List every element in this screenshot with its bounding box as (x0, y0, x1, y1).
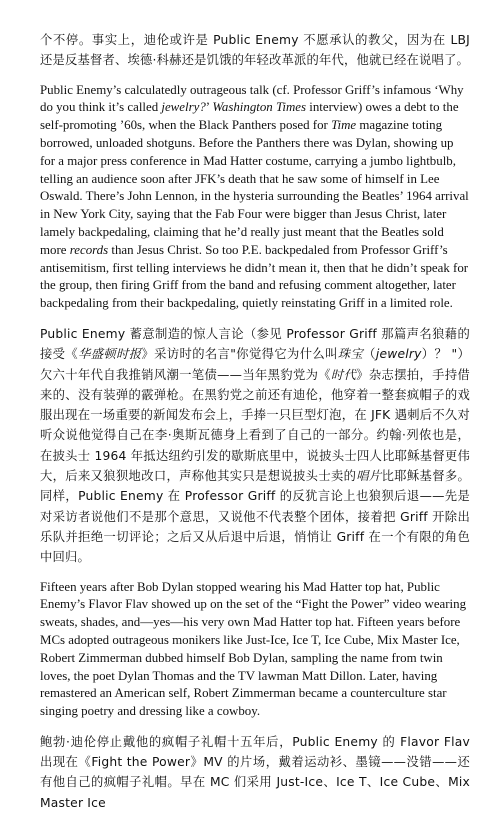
document-page (40, 30, 470, 824)
text-segment: magazine toting borrowed, unloaded shotguns. Before the Panthers there was Dylan, showing up for a major press conference in Mad Hatter costume, carrying a jumbo lightbulb, telling an audience soon after JFK’s death that he saw some of himself in Lee Oswald. There’s John Lennon, in the hysteria surrounding the Beatles’ 1964 arrival in New York City, saying that the Fab Four were bigger than Jesus Christ, later lamely backpedaling, claiming that he’d really just meant that the Beatles sold more (40, 118, 469, 257)
text-segment: 》采访时的名言"你觉得它为什么叫 (141, 347, 338, 362)
text-segment: than Jesus Christ. So too P.E. backpedaled from Professor Griff’s antisemitism, first telling interviews he didn’t mean it, then that he didn’t speak for the group, then firing Griff from the band and refusing comment altogether, later backpedaling from their backpedaling, quietly reinstating Griff in a limited role. (40, 242, 469, 311)
italic-segment: 时代 (330, 367, 357, 382)
italic-segment: Time (331, 118, 357, 133)
text-segment: 比耶稣基督多。同样，Public Enemy 在 Professor Griff 的反犹言论上也狼狈后退——先是对采访者说他们不是那个意思，又说他不代表整个团体，接着把 Griff 开除出乐队并拒绝一切评论；之后又从后退中后退，悄悄让 Griff 在一个有限的角色中回归。 (40, 469, 470, 565)
text-segment: 鲍勃·迪伦停止戴他的疯帽子礼帽十五年后，Public Enemy 的 Flavor Flav 出现在《Fight the Power》MV 的片场，戴着运动衫、墨镜——没错——还有他自己的疯帽子礼帽。早在 MC 们采用 Just-Ice、Ice T、Ice Cube、Mix Master Ice (40, 734, 470, 810)
paragraph-en-1 (40, 82, 470, 313)
text-segment: Public Enemy’s calculatedly outrageous talk (cf. Professor Griff’s infamous ‘Why do you think it’s called (40, 82, 464, 115)
text-segment: 》杂志摆拍，手持借来的、没有装弹的霰弹枪。在黑豹党之前还有迪伦，他穿着一整套疯帽子的戏服出现在一场重要的新闻发布会上，手捧一只巨型灯泡，在 JFK 遇刺后不久对听众说他觉得自己在李·奥斯瓦德身上看到了自己的一部分。约翰·列侬也是，在披头士 1964 年抵达纽约引发的歇斯底里中，说披头士四人比耶稣基督更伟大，后来又狼狈地改口，声称他其实只是想说披头士卖的 (40, 367, 470, 484)
text-segment: Fifteen years after Bob Dylan stopped wearing his Mad Hatter top hat, Public Enemy’s Flavor Flav showed up on the set of the “Fight the Power” video wearing sweats, shades, and—yes—his very own Mad Hatter top hat. Fifteen years before MCs adopted outrageous monikers like Just-Ice, Ice T, Ice Cube, Mix Master Ice, Robert Zimmerman dubbed himself Bob Dylan, sampling the name from twin loves, the poet Dylan Thomas and the TV lawman Matt Dillon. Later, having remastered an American self, Robert Zimmerman became a counterculture star singing poetry and dressing like a cowboy. (40, 579, 467, 719)
paragraph-zh-3 (40, 732, 470, 813)
text-segment: ）？ "）欠六十年代自我推销风潮一笔债——当年黑豹党为《 (40, 347, 470, 382)
text-segment: 个不停。事实上，迪伦或许是 Public Enemy 不愿承认的教父，因为在 LBJ 还是反基督者、埃德·科赫还是饥饿的年轻改革派的年代，他就已经在说唱了。 (40, 33, 470, 68)
italic-segment: Washington Times (212, 100, 307, 115)
text-segment: interview) owes a debt to the self-promoting ’60s, when the Black Panthers posed for (40, 100, 459, 133)
italic-segment: 华盛顿时报 (78, 347, 142, 362)
italic-segment: 唱片 (356, 469, 382, 484)
paragraph-zh-1 (40, 30, 470, 71)
italic-segment: 珠宝 (337, 347, 364, 362)
text-segment: ’ (205, 100, 213, 115)
italic-segment: records (69, 242, 109, 257)
paragraph-en-2 (40, 579, 470, 721)
text-segment: Public Enemy 蓄意制造的惊人言论（参见 Professor Griff 那篇声名狼藉的接受《 (40, 326, 470, 362)
italic-segment: jewelry (375, 347, 422, 362)
italic-segment: jewelry? (161, 100, 206, 115)
paragraph-zh-2 (40, 324, 470, 568)
text-segment: （ (363, 347, 376, 362)
